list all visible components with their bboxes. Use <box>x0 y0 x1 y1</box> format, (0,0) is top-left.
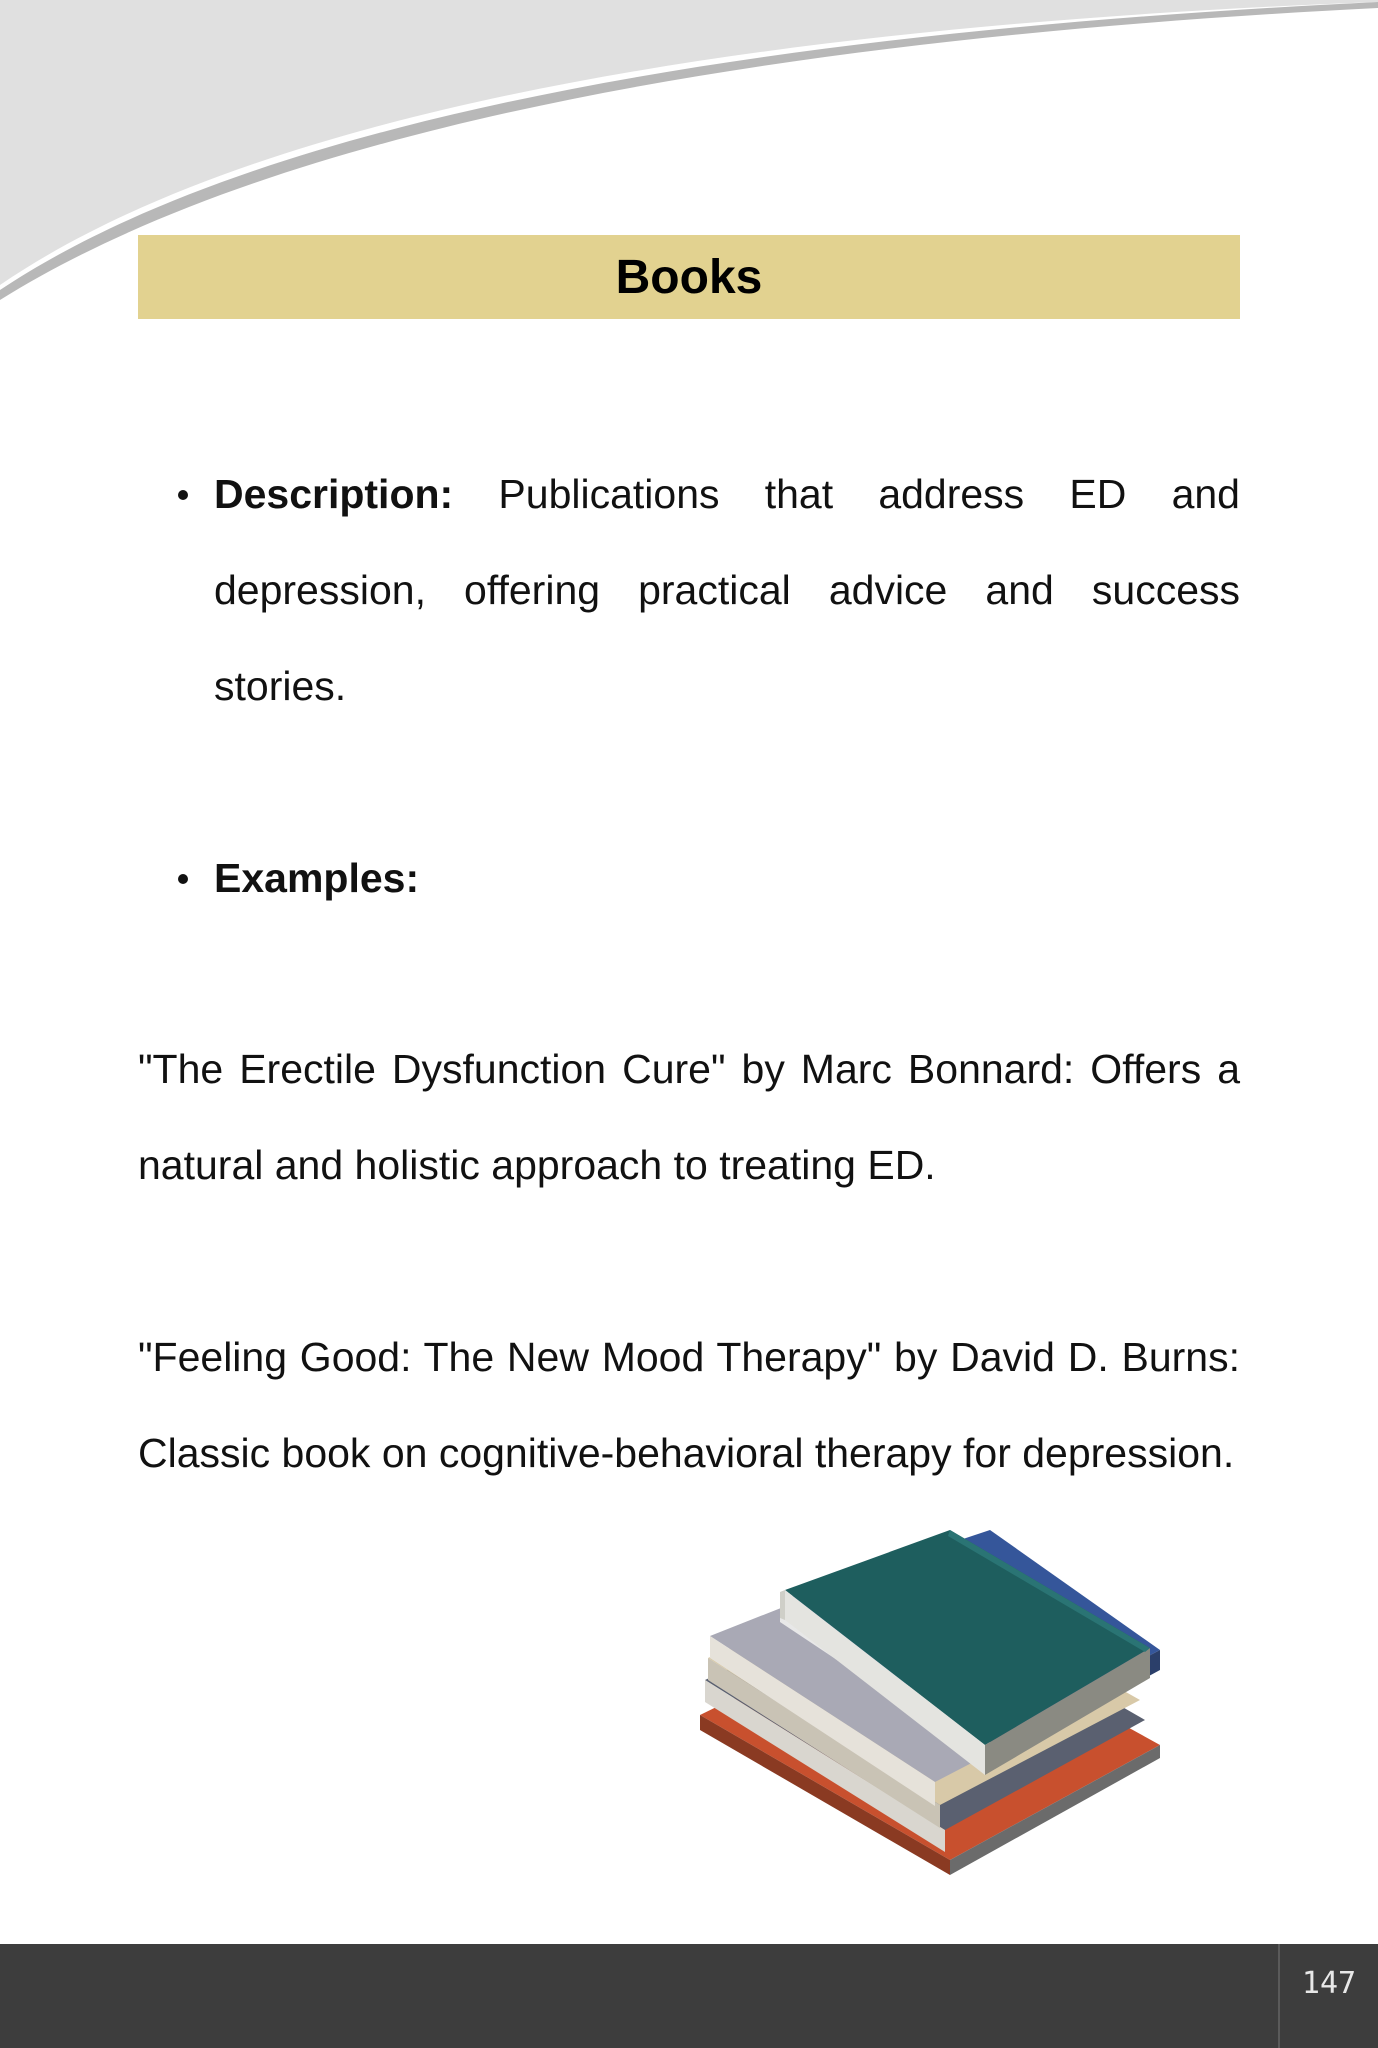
page-number-box <box>1278 1944 1378 2048</box>
bullet-list <box>138 446 1240 926</box>
page-number: 147 <box>1301 1966 1357 2001</box>
title-banner <box>138 235 1240 319</box>
footer-bar <box>0 1944 1378 2048</box>
bullet-dot-icon <box>178 490 188 500</box>
page-title: Books <box>615 250 763 304</box>
bullet-label: Description: <box>214 471 454 517</box>
bullet-text: Publications that address ED and depression, offering practical advice and success stories. <box>214 471 1240 709</box>
example-paragraph: "Feeling Good: The New Mood Therapy" by David D. Burns: Classic book on cognitive-behavioral therapy for depression. <box>138 1334 1240 1476</box>
bullet-dot-icon <box>178 874 188 884</box>
bullet-examples <box>138 830 1240 926</box>
bullet-label: Examples: <box>214 855 420 901</box>
bullet-description <box>138 446 1240 734</box>
stacked-books-icon <box>690 1530 1170 1910</box>
example-paragraph: "The Erectile Dysfunction Cure" by Marc Bonnard: Offers a natural and holistic approach to treating ED. <box>138 1046 1240 1188</box>
